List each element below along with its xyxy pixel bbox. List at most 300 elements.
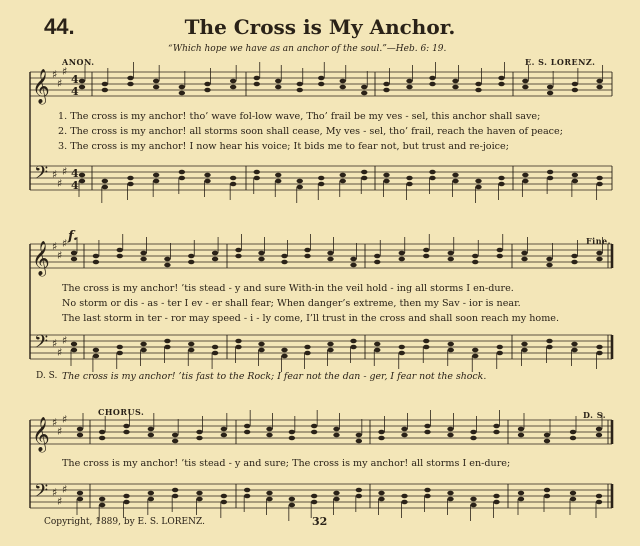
system3-note	[424, 488, 430, 493]
system1-key-signature: ♯	[52, 168, 58, 181]
system2-note	[399, 351, 405, 356]
system2-note	[235, 248, 241, 253]
system2-note	[71, 342, 77, 347]
system2-note	[448, 257, 454, 262]
system3-note	[401, 500, 407, 505]
system2-note	[448, 348, 454, 353]
system1-note	[254, 82, 260, 87]
system3-note	[447, 427, 453, 432]
system1-note	[596, 85, 602, 90]
system1-note	[406, 176, 412, 181]
system2-note	[374, 342, 380, 347]
system2-note	[327, 342, 333, 347]
system2-note	[212, 251, 218, 256]
system2-note	[571, 342, 577, 347]
system2-note	[327, 251, 333, 256]
system2-note	[596, 351, 602, 356]
system3-note	[401, 494, 407, 499]
system3-note	[333, 497, 339, 502]
system1-note	[127, 82, 133, 87]
system2-note	[164, 339, 170, 344]
system3-note	[447, 433, 453, 438]
system3-note	[311, 424, 317, 429]
system3-note	[289, 497, 295, 502]
system3-note	[447, 491, 453, 496]
system1-note	[547, 170, 553, 175]
system2-bass-clef: 𝄢	[34, 332, 49, 357]
lyric-verse-3: 3. The cross is my anchor! I now hear his voice; It bids me to fear not, but trust and re-joice;	[58, 141, 509, 152]
system2-key-signature: ♯	[62, 334, 68, 347]
system3-note	[333, 491, 339, 496]
system2-note	[399, 257, 405, 262]
system1-note	[179, 85, 185, 90]
system3-note	[221, 427, 227, 432]
system2-note	[304, 351, 310, 356]
tune-credit: ANON.	[62, 57, 95, 67]
system2-note	[212, 345, 218, 350]
system2-note	[448, 251, 454, 256]
system3-note	[470, 430, 476, 435]
system1-note	[297, 185, 303, 190]
system1-note	[522, 173, 528, 178]
system3-key-signature: ♯	[57, 425, 63, 438]
system1-note	[498, 182, 504, 187]
system3-note	[77, 497, 83, 502]
system2-note	[188, 254, 194, 259]
system1-note	[340, 85, 346, 90]
system1-note	[204, 88, 210, 93]
system1-note	[340, 79, 346, 84]
system3-note	[570, 436, 576, 441]
system1-note	[297, 82, 303, 87]
system2-note	[212, 257, 218, 262]
system3-note	[570, 491, 576, 496]
system2-key-signature: ♯	[57, 346, 63, 359]
system1-note	[340, 173, 346, 178]
system3-note	[244, 424, 250, 429]
system1-note	[452, 85, 458, 90]
system2-note	[521, 251, 527, 256]
system2-note	[399, 345, 405, 350]
system3-note	[77, 433, 83, 438]
lyric-refrain-2: No storm or dis - as - ter I ev - er shall fear; When danger’s extreme, then my Sav - ior is near.	[62, 298, 521, 309]
system2-note	[117, 248, 123, 253]
hymn-number: 44.	[44, 14, 75, 39]
system1-note	[153, 79, 159, 84]
system3-note	[148, 497, 154, 502]
system1-note	[318, 82, 324, 87]
system3-note	[244, 488, 250, 493]
system3-note	[221, 500, 227, 505]
copyright-line: Copyright, 1889, by E. S. LORENZ.	[44, 517, 205, 527]
system1-note	[361, 170, 367, 175]
system2-note	[374, 348, 380, 353]
system1-note	[275, 79, 281, 84]
system1-note	[547, 85, 553, 90]
system2-note	[304, 248, 310, 253]
lyric-verse-1: 1. The cross is my anchor! tho’ wave fol-low wave, Tho’ frail be my ves - sel, this anchor shall save;	[58, 111, 541, 122]
system1-note	[547, 176, 553, 181]
system3-note	[596, 494, 602, 499]
system3-note	[99, 497, 105, 502]
system3-key-signature: ♯	[52, 486, 58, 499]
system3-note	[544, 433, 550, 438]
system1-note	[340, 179, 346, 184]
fine-marking: Fine.	[586, 236, 611, 246]
system1-note	[275, 85, 281, 90]
system3-note	[196, 436, 202, 441]
system1-note	[153, 173, 159, 178]
system3-note	[172, 488, 178, 493]
system2-note	[235, 254, 241, 259]
system3-note	[123, 494, 129, 499]
system3-note	[493, 424, 499, 429]
system1-note	[230, 79, 236, 84]
system2-note	[71, 348, 77, 353]
system1-note	[254, 176, 260, 181]
system3-note	[447, 497, 453, 502]
system1-note	[127, 176, 133, 181]
system3-note	[470, 497, 476, 502]
system3-note	[311, 500, 317, 505]
system3-note	[311, 494, 317, 499]
system3-note	[596, 427, 602, 432]
system2-note	[164, 257, 170, 262]
system3-note	[356, 494, 362, 499]
system3-treble-clef: 𝄞	[32, 417, 50, 452]
system2-note	[497, 248, 503, 253]
system3-note	[289, 503, 295, 508]
system1-note	[179, 170, 185, 175]
system2-key-signature: ♯	[57, 249, 63, 262]
system1-bass-clef: 𝄢	[34, 163, 49, 188]
system2-note	[350, 339, 356, 344]
system3-note	[401, 427, 407, 432]
system1-note	[127, 76, 133, 81]
system1-time-signature: 4	[71, 73, 79, 86]
system3-note	[356, 488, 362, 493]
system1-note	[452, 173, 458, 178]
system1-note	[498, 76, 504, 81]
system1-note	[429, 176, 435, 181]
system1-note	[127, 182, 133, 187]
system1-note	[204, 82, 210, 87]
system1-note	[522, 179, 528, 184]
system1-note	[429, 82, 435, 87]
system3-note	[196, 497, 202, 502]
system2-note	[423, 345, 429, 350]
lyric-verse-2: 2. The cross is my anchor! all storms soon shall cease, My ves - sel, tho’ frail, reach the haven of peace;	[58, 126, 563, 137]
system2-note	[571, 348, 577, 353]
system2-note	[117, 254, 123, 259]
system2-note	[327, 257, 333, 262]
system2-note	[140, 257, 146, 262]
system2-note	[258, 257, 264, 262]
system2-note	[350, 257, 356, 262]
system1-note	[318, 176, 324, 181]
system3-note	[123, 430, 129, 435]
system2-note	[235, 345, 241, 350]
system3-note	[196, 491, 202, 496]
system3-note	[148, 427, 154, 432]
system3-note	[244, 430, 250, 435]
system2-note	[93, 260, 99, 265]
system2-note	[472, 260, 478, 265]
system1-note	[230, 182, 236, 187]
system2-note	[140, 342, 146, 347]
system3-note	[356, 433, 362, 438]
system1-note	[297, 179, 303, 184]
system1-note	[79, 85, 85, 90]
system2-note	[472, 348, 478, 353]
system1-note	[153, 85, 159, 90]
system1-note	[383, 82, 389, 87]
system2-note	[258, 251, 264, 256]
system3-note	[221, 433, 227, 438]
system1-note	[318, 76, 324, 81]
system1-note	[498, 176, 504, 181]
system2-note	[521, 342, 527, 347]
system1-note	[406, 182, 412, 187]
system2-note	[596, 345, 602, 350]
system1-note	[254, 170, 260, 175]
system3-note	[123, 424, 129, 429]
lyric-refrain-3: The last storm in ter - ror may speed - i - ly come, I’ll trust in the cross and shall soon reach my home.	[62, 313, 560, 324]
system3-key-signature: ♯	[57, 495, 63, 508]
system2-note	[71, 257, 77, 262]
system3-note	[378, 491, 384, 496]
system2-key-signature: ♯	[52, 337, 58, 350]
system1-note	[153, 179, 159, 184]
system1-note	[572, 82, 578, 87]
system2-note	[399, 251, 405, 256]
system1-note	[475, 82, 481, 87]
system1-note	[572, 173, 578, 178]
system1-note	[452, 79, 458, 84]
system2-key-signature: ♯	[62, 237, 68, 250]
system2-note	[423, 248, 429, 253]
system3-note	[244, 494, 250, 499]
system1-note	[79, 179, 85, 184]
system2-note	[472, 354, 478, 359]
system3-note	[401, 433, 407, 438]
system1-note	[572, 179, 578, 184]
system3-note	[424, 430, 430, 435]
system3-note	[544, 488, 550, 493]
system1-time-signature: 4	[71, 85, 79, 98]
system2-note	[546, 257, 552, 262]
system1-note	[79, 79, 85, 84]
system1-note	[429, 170, 435, 175]
system3-note	[99, 436, 105, 441]
system3-note	[518, 497, 524, 502]
system1-key-signature: ♯	[62, 65, 68, 78]
system1-note	[596, 176, 602, 181]
system1-note	[275, 179, 281, 184]
system2-note	[281, 348, 287, 353]
system1-note	[204, 179, 210, 184]
system3-note	[518, 491, 524, 496]
system2-treble-clef: 𝄞	[32, 241, 50, 276]
system3-key-signature: ♯	[62, 483, 68, 496]
system1-note	[498, 82, 504, 87]
system2-note	[117, 351, 123, 356]
system2-note	[448, 342, 454, 347]
system1-key-signature: ♯	[52, 68, 58, 81]
system2-note	[497, 345, 503, 350]
system1-key-signature: ♯	[62, 165, 68, 178]
system3-note	[544, 439, 550, 444]
system3-note	[378, 497, 384, 502]
system1-note	[383, 173, 389, 178]
system3-note	[148, 433, 154, 438]
system3-note	[493, 494, 499, 499]
system3-note	[596, 433, 602, 438]
system3-note	[544, 494, 550, 499]
system1-note	[475, 185, 481, 190]
system2-note	[374, 260, 380, 265]
system2-note	[423, 254, 429, 259]
system2-note	[212, 351, 218, 356]
system1-note	[102, 88, 108, 93]
system3-note	[333, 433, 339, 438]
system2-note	[164, 345, 170, 350]
system2-note	[281, 260, 287, 265]
system3-note	[196, 430, 202, 435]
system1-note	[102, 185, 108, 190]
chorus-label: CHORUS.	[98, 407, 145, 417]
system3-note	[518, 427, 524, 432]
system3-bass-clef: 𝄢	[34, 481, 49, 506]
system3-note	[266, 491, 272, 496]
system2-note	[521, 257, 527, 262]
system2-note	[546, 263, 552, 268]
system2-note	[497, 351, 503, 356]
lyric-chorus: The cross is my anchor! ’tis stead - y and sure; The cross is my anchor! all storms I en-dure;	[62, 458, 511, 469]
system1-note	[475, 179, 481, 184]
system2-note	[497, 254, 503, 259]
system1-note	[230, 85, 236, 90]
system2-note	[521, 348, 527, 353]
system3-note	[266, 427, 272, 432]
system2-note	[546, 339, 552, 344]
system2-note	[93, 254, 99, 259]
system3-note	[311, 430, 317, 435]
system2-note	[140, 348, 146, 353]
system3-note	[424, 494, 430, 499]
system2-note	[374, 254, 380, 259]
system2-note	[596, 251, 602, 256]
system3-note	[99, 430, 105, 435]
system2-note	[281, 254, 287, 259]
system3-note	[570, 430, 576, 435]
system3-note	[266, 433, 272, 438]
system1-note	[361, 85, 367, 90]
system2-note	[71, 251, 77, 256]
system2-note	[188, 342, 194, 347]
system2-note	[472, 254, 478, 259]
epigraph: “Which hope we have as an anchor of the soul.”—Heb. 6: 19.	[168, 44, 447, 54]
system1-note	[230, 176, 236, 181]
system3-note	[570, 497, 576, 502]
system2-note	[281, 354, 287, 359]
system3-note	[77, 427, 83, 432]
system2-note	[164, 263, 170, 268]
lyric-refrain-1: The cross is my anchor! ’tis stead - y and sure With-in the veil hold - ing all storms I en-dure.	[62, 283, 514, 294]
system3-note	[333, 427, 339, 432]
system2-note	[350, 263, 356, 268]
system2-note	[93, 348, 99, 353]
system2-note	[304, 345, 310, 350]
system3-note	[289, 436, 295, 441]
system3-note	[378, 436, 384, 441]
system3-note	[266, 497, 272, 502]
system3-note	[356, 439, 362, 444]
system2-key-signature: ♯	[52, 240, 58, 253]
system3-note	[424, 424, 430, 429]
system2-note	[327, 348, 333, 353]
system3-note	[221, 494, 227, 499]
system3-note	[99, 503, 105, 508]
system3-note	[289, 430, 295, 435]
page-number: 32	[312, 515, 328, 528]
system2-note	[258, 348, 264, 353]
system2-note	[140, 251, 146, 256]
system1-key-signature: ♯	[57, 177, 63, 190]
system3-note	[77, 491, 83, 496]
system3-note	[596, 500, 602, 505]
system1-note	[318, 182, 324, 187]
system3-key-signature: ♯	[62, 413, 68, 426]
system1-note	[572, 88, 578, 93]
words-credit: E. S. LORENZ.	[525, 57, 596, 67]
system3-note	[148, 491, 154, 496]
system3-note	[172, 494, 178, 499]
system2-note	[423, 339, 429, 344]
system3-note	[378, 430, 384, 435]
system1-note	[102, 179, 108, 184]
system1-note	[406, 85, 412, 90]
system3-note	[123, 500, 129, 505]
system1-note	[361, 91, 367, 96]
system1-note	[596, 79, 602, 84]
system1-note	[475, 88, 481, 93]
system3-note	[470, 503, 476, 508]
dynamic-marking: f.	[68, 229, 78, 244]
system2-note	[596, 257, 602, 262]
system1-note	[452, 179, 458, 184]
system2-note	[258, 342, 264, 347]
ds-label: D. S.	[36, 371, 58, 381]
system2-note	[188, 260, 194, 265]
system3-note	[172, 439, 178, 444]
system2-note	[546, 345, 552, 350]
system1-time-signature: 4	[71, 167, 79, 180]
system1-note	[102, 82, 108, 87]
system2-note	[93, 354, 99, 359]
hymn-title: The Cross is My Anchor.	[184, 15, 456, 39]
system1-treble-clef: 𝄞	[32, 69, 50, 104]
system1-note	[179, 176, 185, 181]
system1-note	[547, 91, 553, 96]
system3-note	[518, 433, 524, 438]
system1-key-signature: ♯	[57, 77, 63, 90]
system2-note	[117, 345, 123, 350]
system2-note	[188, 348, 194, 353]
system1-note	[596, 182, 602, 187]
system1-note	[204, 173, 210, 178]
system2-note	[304, 254, 310, 259]
